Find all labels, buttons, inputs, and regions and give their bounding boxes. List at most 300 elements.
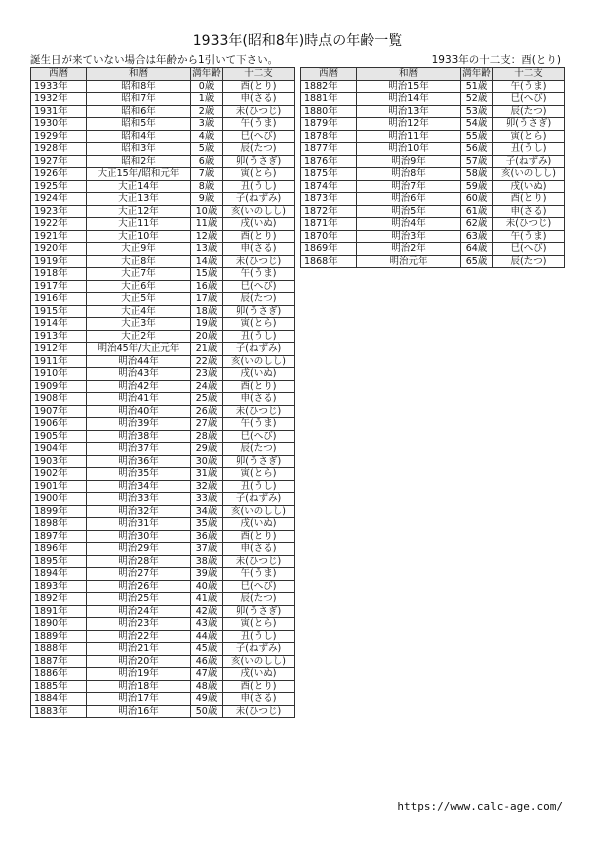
wareki-cell: 大正3年 [87,318,191,331]
seireki-cell: 1931年 [31,105,87,118]
wareki-cell: 明治26年 [87,580,191,593]
seireki-cell: 1903年 [31,455,87,468]
wareki-cell: 明治25年 [87,593,191,606]
age-cell: 45歳 [191,643,223,656]
seireki-cell: 1925年 [31,180,87,193]
zodiac-cell: 午(うま) [223,118,295,131]
table-row [31,618,295,631]
wareki-cell: 明治38年 [87,430,191,443]
age-cell: 18歳 [191,305,223,318]
wareki-cell: 明治30年 [87,530,191,543]
wareki-cell: 大正12年 [87,205,191,218]
table-row [301,243,565,256]
zodiac-cell: 未(ひつじ) [493,218,565,231]
table-row [31,430,295,443]
seireki-cell: 1869年 [301,243,357,256]
age-cell: 0歳 [191,80,223,93]
seireki-cell: 1884年 [31,693,87,706]
zodiac-cell: 子(ねずみ) [493,155,565,168]
age-cell: 2歳 [191,105,223,118]
table-row [301,105,565,118]
table-row [301,168,565,181]
wareki-cell: 大正6年 [87,280,191,293]
seireki-cell: 1901年 [31,480,87,493]
seireki-cell: 1895年 [31,555,87,568]
wareki-cell: 明治3年 [357,230,461,243]
zodiac-cell: 午(うま) [223,568,295,581]
age-cell: 55歳 [461,130,493,143]
zodiac-cell: 卯(うさぎ) [493,118,565,131]
zodiac-cell: 申(さる) [223,93,295,106]
table-row [31,680,295,693]
age-cell: 62歳 [461,218,493,231]
header-wareki: 和暦 [87,68,191,81]
seireki-cell: 1920年 [31,243,87,256]
age-cell: 31歳 [191,468,223,481]
seireki-cell: 1888年 [31,643,87,656]
wareki-cell: 明治44年 [87,355,191,368]
age-cell: 44歳 [191,630,223,643]
zodiac-cell: 午(うま) [223,268,295,281]
wareki-cell: 昭和6年 [87,105,191,118]
wareki-cell: 明治27年 [87,568,191,581]
age-cell: 41歳 [191,593,223,606]
zodiac-cell: 酉(とり) [223,380,295,393]
table-row [31,205,295,218]
seireki-cell: 1907年 [31,405,87,418]
age-cell: 12歳 [191,230,223,243]
table-row [31,330,295,343]
seireki-cell: 1887年 [31,655,87,668]
table-row [301,143,565,156]
age-cell: 34歳 [191,505,223,518]
zodiac-cell: 巳(へび) [493,93,565,106]
zodiac-cell: 卯(うさぎ) [223,605,295,618]
zodiac-cell: 戌(いぬ) [223,518,295,531]
seireki-cell: 1913年 [31,330,87,343]
wareki-cell: 明治28年 [87,555,191,568]
table-row [31,218,295,231]
wareki-cell: 大正2年 [87,330,191,343]
seireki-cell: 1868年 [301,255,357,268]
age-cell: 48歳 [191,680,223,693]
age-cell: 8歳 [191,180,223,193]
table-row [31,318,295,331]
zodiac-cell: 寅(とら) [223,318,295,331]
table-row [31,668,295,681]
wareki-cell: 大正8年 [87,255,191,268]
wareki-cell: 昭和4年 [87,130,191,143]
table-row [31,268,295,281]
seireki-cell: 1933年 [31,80,87,93]
zodiac-cell: 午(うま) [493,80,565,93]
age-cell: 1歳 [191,93,223,106]
zodiac-cell: 申(さる) [223,393,295,406]
age-cell: 10歳 [191,205,223,218]
zodiac-cell: 亥(いのしし) [223,505,295,518]
table-row [31,418,295,431]
wareki-cell: 大正7年 [87,268,191,281]
zodiac-cell: 寅(とら) [223,168,295,181]
table-header-row [31,68,295,81]
zodiac-cell: 酉(とり) [493,193,565,206]
table-row [31,580,295,593]
age-cell: 39歳 [191,568,223,581]
table-row [31,130,295,143]
zodiac-cell: 巳(へび) [223,130,295,143]
zodiac-cell: 申(さる) [223,243,295,256]
age-cell: 59歳 [461,180,493,193]
wareki-cell: 明治22年 [87,630,191,643]
wareki-cell: 明治2年 [357,243,461,256]
table-row [31,243,295,256]
wareki-cell: 明治10年 [357,143,461,156]
seireki-cell: 1883年 [31,705,87,718]
zodiac-cell: 戌(いぬ) [493,180,565,193]
age-cell: 52歳 [461,93,493,106]
seireki-cell: 1894年 [31,568,87,581]
table-row [31,455,295,468]
age-cell: 24歳 [191,380,223,393]
age-cell: 16歳 [191,280,223,293]
zodiac-cell: 午(うま) [493,230,565,243]
age-cell: 42歳 [191,605,223,618]
age-cell: 35歳 [191,518,223,531]
table-row [31,593,295,606]
seireki-cell: 1927年 [31,155,87,168]
table-row [301,193,565,206]
wareki-cell: 昭和8年 [87,80,191,93]
header-age: 満年齢 [192,68,221,79]
wareki-cell: 明治42年 [87,380,191,393]
age-cell: 19歳 [191,318,223,331]
age-cell: 11歳 [191,218,223,231]
table-row [31,180,295,193]
wareki-cell: 明治32年 [87,505,191,518]
age-table-left-body [31,80,295,718]
seireki-cell: 1885年 [31,680,87,693]
age-table-right-body [301,80,565,268]
zodiac-cell: 子(ねずみ) [223,643,295,656]
seireki-cell: 1918年 [31,268,87,281]
age-cell: 36歳 [191,530,223,543]
wareki-cell: 明治34年 [87,480,191,493]
wareki-cell: 明治9年 [357,155,461,168]
zodiac-cell: 巳(へび) [493,243,565,256]
table-row [31,368,295,381]
table-row [31,393,295,406]
age-cell: 33歳 [191,493,223,506]
age-cell: 43歳 [191,618,223,631]
seireki-cell: 1880年 [301,105,357,118]
age-cell: 30歳 [191,455,223,468]
table-row [31,630,295,643]
seireki-cell: 1900年 [31,493,87,506]
seireki-cell: 1928年 [31,143,87,156]
seireki-cell: 1910年 [31,368,87,381]
table-row [301,205,565,218]
age-cell: 58歳 [461,168,493,181]
zodiac-cell: 卯(うさぎ) [223,155,295,168]
seireki-cell: 1877年 [301,143,357,156]
zodiac-cell: 未(ひつじ) [223,555,295,568]
zodiac-cell: 酉(とり) [223,80,295,93]
site-url: https://www.calc-age.com/ [397,800,563,813]
age-cell: 23歳 [191,368,223,381]
zodiac-cell: 辰(たつ) [223,143,295,156]
header-zodiac: 十二支 [223,68,295,81]
table-row [31,293,295,306]
table-row [31,105,295,118]
table-header-row [301,68,565,81]
wareki-cell: 明治23年 [87,618,191,631]
table-row [31,168,295,181]
age-cell: 47歳 [191,668,223,681]
wareki-cell: 明治6年 [357,193,461,206]
wareki-cell: 大正9年 [87,243,191,256]
seireki-cell: 1912年 [31,343,87,356]
table-row [31,468,295,481]
age-cell: 38歳 [191,555,223,568]
wareki-cell: 明治12年 [357,118,461,131]
header-age: 満年齢 [462,68,491,79]
seireki-cell: 1899年 [31,505,87,518]
zodiac-cell: 辰(たつ) [223,593,295,606]
table-row [31,505,295,518]
wareki-cell: 大正15年/昭和元年 [87,168,191,181]
age-cell: 25歳 [191,393,223,406]
table-row [31,480,295,493]
age-table-left [30,67,295,718]
zodiac-cell: 未(ひつじ) [223,255,295,268]
header-wareki: 和暦 [357,68,461,81]
wareki-cell: 昭和7年 [87,93,191,106]
table-row [31,255,295,268]
age-cell: 4歳 [191,130,223,143]
page-title: 1933年(昭和8年)時点の年齢一覧 [192,33,403,49]
age-cell: 29歳 [191,443,223,456]
seireki-cell: 1923年 [31,205,87,218]
zodiac-cell: 子(ねずみ) [223,193,295,206]
wareki-cell: 明治37年 [87,443,191,456]
zodiac-cell: 卯(うさぎ) [223,305,295,318]
table-row [31,380,295,393]
zodiac-cell: 未(ひつじ) [223,405,295,418]
table-row [301,180,565,193]
seireki-cell: 1889年 [31,630,87,643]
table-row [31,705,295,718]
zodiac-cell: 午(うま) [223,418,295,431]
zodiac-cell: 卯(うさぎ) [223,455,295,468]
age-cell: 54歳 [461,118,493,131]
age-cell: 60歳 [461,193,493,206]
table-row [31,193,295,206]
zodiac-cell: 巳(へび) [223,580,295,593]
table-row [31,568,295,581]
header-seireki: 西暦 [31,68,87,81]
zodiac-cell: 酉(とり) [223,230,295,243]
table-row [31,355,295,368]
wareki-cell: 明治41年 [87,393,191,406]
seireki-cell: 1904年 [31,443,87,456]
table-row [31,555,295,568]
wareki-cell: 大正5年 [87,293,191,306]
seireki-cell: 1873年 [301,193,357,206]
wareki-cell: 明治元年 [357,255,461,268]
wareki-cell: 明治31年 [87,518,191,531]
seireki-cell: 1915年 [31,305,87,318]
seireki-cell: 1870年 [301,230,357,243]
wareki-cell: 明治5年 [357,205,461,218]
table-row [31,155,295,168]
seireki-cell: 1886年 [31,668,87,681]
age-cell: 15歳 [191,268,223,281]
year-zodiac-note: 1933年の十二支：酉(とり) [431,54,561,66]
age-cell: 65歳 [461,255,493,268]
header-seireki: 西暦 [301,68,357,81]
table-row [31,405,295,418]
seireki-cell: 1896年 [31,543,87,556]
zodiac-cell: 亥(いのしし) [223,655,295,668]
table-row [31,530,295,543]
wareki-cell: 明治39年 [87,418,191,431]
seireki-cell: 1879年 [301,118,357,131]
age-cell: 26歳 [191,405,223,418]
zodiac-cell: 申(さる) [223,693,295,706]
age-cell: 6歳 [191,155,223,168]
age-cell: 37歳 [191,543,223,556]
seireki-cell: 1919年 [31,255,87,268]
wareki-cell: 昭和5年 [87,118,191,131]
table-row [301,118,565,131]
wareki-cell: 明治43年 [87,368,191,381]
wareki-cell: 昭和3年 [87,143,191,156]
table-row [301,218,565,231]
zodiac-cell: 戌(いぬ) [223,668,295,681]
zodiac-cell: 子(ねずみ) [223,493,295,506]
wareki-cell: 明治36年 [87,455,191,468]
age-cell: 49歳 [191,693,223,706]
seireki-cell: 1874年 [301,180,357,193]
zodiac-cell: 戌(いぬ) [223,218,295,231]
age-cell: 51歳 [461,80,493,93]
seireki-cell: 1914年 [31,318,87,331]
table-row [301,255,565,268]
wareki-cell: 明治19年 [87,668,191,681]
table-row [31,518,295,531]
table-row [31,230,295,243]
wareki-cell: 明治24年 [87,605,191,618]
seireki-cell: 1898年 [31,518,87,531]
wareki-cell: 明治29年 [87,543,191,556]
seireki-cell: 1905年 [31,430,87,443]
wareki-cell: 明治14年 [357,93,461,106]
zodiac-cell: 巳(へび) [223,280,295,293]
header-zodiac: 十二支 [493,68,565,81]
zodiac-cell: 丑(うし) [493,143,565,156]
seireki-cell: 1922年 [31,218,87,231]
table-row [31,543,295,556]
seireki-cell: 1932年 [31,93,87,106]
age-cell: 21歳 [191,343,223,356]
zodiac-cell: 申(さる) [493,205,565,218]
table-row [31,93,295,106]
zodiac-cell: 寅(とら) [223,468,295,481]
table-row [31,143,295,156]
wareki-cell: 明治17年 [87,693,191,706]
age-cell: 32歳 [191,480,223,493]
seireki-cell: 1906年 [31,418,87,431]
table-row [31,443,295,456]
wareki-cell: 大正13年 [87,193,191,206]
seireki-cell: 1924年 [31,193,87,206]
wareki-cell: 明治11年 [357,130,461,143]
age-cell: 50歳 [191,705,223,718]
zodiac-cell: 辰(たつ) [493,255,565,268]
seireki-cell: 1881年 [301,93,357,106]
age-cell: 7歳 [191,168,223,181]
zodiac-cell: 辰(たつ) [223,293,295,306]
zodiac-cell: 丑(うし) [223,480,295,493]
table-row [31,343,295,356]
wareki-cell: 大正10年 [87,230,191,243]
seireki-cell: 1878年 [301,130,357,143]
zodiac-cell: 未(ひつじ) [223,105,295,118]
wareki-cell: 明治21年 [87,643,191,656]
seireki-cell: 1892年 [31,593,87,606]
wareki-cell: 明治20年 [87,655,191,668]
age-cell: 63歳 [461,230,493,243]
zodiac-cell: 亥(いのしし) [493,168,565,181]
age-cell: 28歳 [191,430,223,443]
table-row [31,493,295,506]
age-cell: 3歳 [191,118,223,131]
zodiac-cell: 亥(いのしし) [223,355,295,368]
age-table-right [300,67,565,268]
seireki-cell: 1893年 [31,580,87,593]
seireki-cell: 1897年 [31,530,87,543]
wareki-cell: 明治40年 [87,405,191,418]
seireki-cell: 1921年 [31,230,87,243]
table-row [301,155,565,168]
wareki-cell: 大正4年 [87,305,191,318]
wareki-cell: 明治8年 [357,168,461,181]
age-cell: 5歳 [191,143,223,156]
table-row [31,605,295,618]
zodiac-cell: 亥(いのしし) [223,205,295,218]
seireki-cell: 1929年 [31,130,87,143]
seireki-cell: 1890年 [31,618,87,631]
age-cell: 53歳 [461,105,493,118]
wareki-cell: 明治18年 [87,680,191,693]
table-row [31,305,295,318]
wareki-cell: 明治33年 [87,493,191,506]
zodiac-cell: 子(ねずみ) [223,343,295,356]
wareki-cell: 明治16年 [87,705,191,718]
age-cell: 20歳 [191,330,223,343]
zodiac-cell: 未(ひつじ) [223,705,295,718]
age-cell: 13歳 [191,243,223,256]
zodiac-cell: 寅(とら) [493,130,565,143]
age-cell: 56歳 [461,143,493,156]
zodiac-cell: 戌(いぬ) [223,368,295,381]
wareki-cell: 昭和2年 [87,155,191,168]
wareki-cell: 明治15年 [357,80,461,93]
seireki-cell: 1872年 [301,205,357,218]
age-cell: 64歳 [461,243,493,256]
table-row [31,655,295,668]
table-row [31,280,295,293]
